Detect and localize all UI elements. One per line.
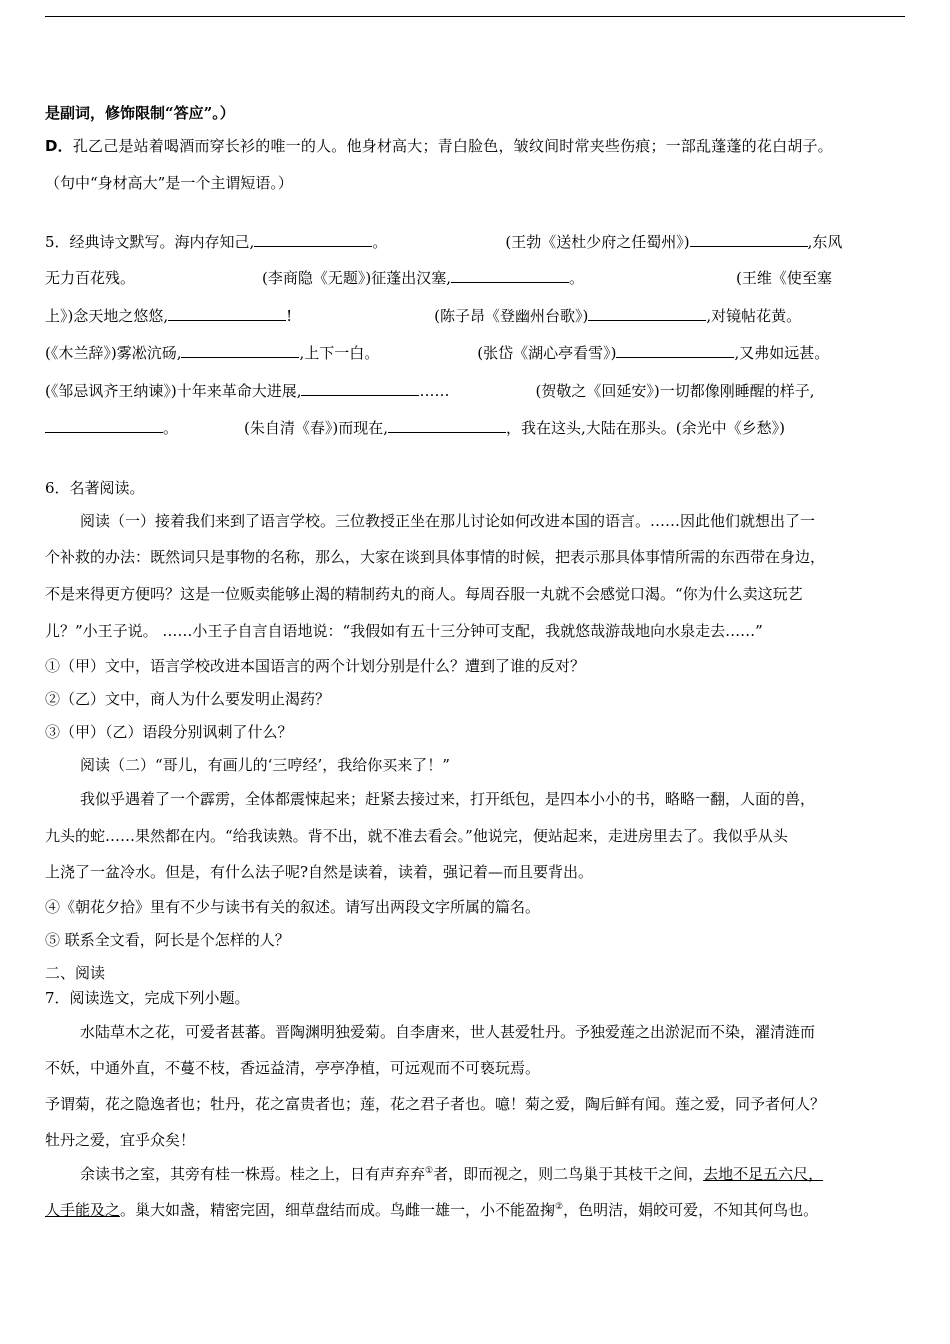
- paragraph-text: 儿？”小王子说。 ……小王子自言自语地说：“我假如有五十三分钟可支配，我就悠哉游哉地向水泉走去……”: [45, 622, 763, 640]
- passage-a-line: [45, 1094, 825, 1114]
- text: ，我在这头,大陆在那头。(余光中《乡愁》): [506, 419, 785, 437]
- reading-1-line: [45, 547, 825, 567]
- paragraph-text: 九头的蛇……果然都在内。“给我读熟。背不出，就不准去看会。”他说完，便站起来，走进房里去了。我似乎从头: [45, 827, 788, 845]
- paragraph-text: 上浇了一盆冷水。但是，有什么法子呢?自然是读着，读着，强记着—而且要背出。: [45, 863, 594, 881]
- passage-a-line: [45, 1130, 195, 1150]
- q7-title: [45, 988, 250, 1008]
- sub-question-2: [45, 689, 330, 709]
- sub-question-1: [45, 656, 585, 676]
- reading-2-line: [45, 826, 788, 846]
- paragraph-text: 个补救的办法：既然词只是事物的名称，那么，大家在谈到具体事情的时候，把表示那具体事情所需的东西带在身边，: [45, 548, 826, 566]
- text: ,上下一白。: [299, 344, 380, 362]
- text: 。: [372, 233, 388, 251]
- q5-line-6: [45, 418, 785, 438]
- option-d: [45, 136, 833, 156]
- question-title: 6．名著阅读。: [45, 479, 145, 497]
- text: ,对镜帖花黄。: [706, 307, 802, 325]
- reading-1-line: [45, 584, 803, 604]
- source: (贺敬之《回延安》)一切都像刚睡醒的样子,: [535, 382, 815, 400]
- paragraph-text: 余读书之室，其旁有桂一株焉。桂之上，日有声弃弃: [80, 1165, 426, 1183]
- q6-title: [45, 478, 145, 498]
- header-rule: [45, 16, 905, 17]
- note-text: 是副词，修饰限制“答应”。）: [45, 104, 235, 122]
- underlined-text: 人手能及之: [45, 1201, 121, 1219]
- option-d-label: D．: [45, 137, 73, 155]
- answer-blank[interactable]: [690, 232, 808, 247]
- text: (《木兰辞》)雾凇沆砀,: [45, 344, 182, 362]
- sub-question-4: [45, 897, 540, 917]
- sub-question-3: [45, 722, 293, 742]
- q5-line-3: [45, 306, 801, 326]
- paragraph-text: 不是来得更方便吗？这是一位贩卖能够止渴的精制药丸的商人。每周吞服一丸就不会感觉口渴。“你为什么卖这玩艺: [45, 585, 803, 603]
- heading-text: 二、阅读: [45, 964, 106, 982]
- question-text: ①（甲）文中，语言学校改进本国语言的两个计划分别是什么？遭到了谁的反对？: [45, 657, 586, 675]
- sub-question-5: [45, 930, 290, 950]
- q5-line-1: [45, 232, 842, 252]
- answer-blank[interactable]: [451, 268, 569, 283]
- answer-blank[interactable]: [168, 306, 286, 321]
- passage-a-line: [80, 1022, 815, 1042]
- underlined-text: 去地不足五六尺，: [703, 1165, 824, 1183]
- source: (朱自清《春》)而现在,: [244, 419, 388, 437]
- answer-blank[interactable]: [181, 343, 299, 358]
- paragraph-text: 予谓菊，花之隐逸者也；牡丹，花之富贵者也；莲，花之君子者也。噫！菊之爱，陶后鲜有闻。莲之爱，同予者何人？: [45, 1095, 826, 1113]
- text: ……: [419, 382, 450, 400]
- paragraph-text: 不妖，中通外直，不蔓不枝，香远益清，亭亭净植，可远观而不可亵玩焉。: [45, 1059, 541, 1077]
- reading-1-line: [45, 621, 763, 641]
- question-text: ②（乙）文中，商人为什么要发明止渴药？: [45, 690, 331, 708]
- text: ,东风: [807, 233, 843, 251]
- option-d-text: 孔乙己是站着喝酒而穿长衫的唯一的人。他身材高大；青白脸色，皱纹间时常夹些伤痕；一部乱蓬蓬的花白胡子。: [72, 137, 833, 155]
- paragraph-text: 。巢大如盏，精密完固，细草盘结而成。鸟雌一雄一，小不能盈掬: [120, 1201, 556, 1219]
- source: (张岱《湖心亭看雪》): [477, 344, 617, 362]
- question-text: ⑤ 联系全文看，阿长是个怎样的人？: [45, 931, 290, 949]
- passage-b-line: [80, 1164, 823, 1184]
- question-text: ④《朝花夕拾》里有不少与读书有关的叙述。请写出两段文字所属的篇名。: [45, 898, 541, 916]
- text: 。: [163, 419, 179, 437]
- answer-blank[interactable]: [301, 381, 419, 396]
- answer-blank[interactable]: [616, 343, 734, 358]
- q5-line-5: [45, 381, 814, 401]
- footnote-marker: ②: [555, 1202, 564, 1212]
- paragraph-text: 者，即而视之，则二鸟巢于其枝干之间，: [433, 1165, 704, 1183]
- reading-2-line: [80, 789, 815, 809]
- answer-blank[interactable]: [588, 306, 706, 321]
- paragraph-text: 牡丹之爱，宜乎众矣！: [45, 1131, 196, 1149]
- source: (王维《使至塞: [736, 269, 832, 287]
- footnote-marker: ①: [425, 1166, 434, 1176]
- paragraph-text: 阅读（二）“哥儿，有画儿的‘三哼经’，我给你买来了！”: [80, 756, 450, 774]
- previous-option-note: [45, 103, 235, 123]
- passage-a-line: [45, 1058, 540, 1078]
- text: 上》)念天地之悠悠,: [45, 307, 169, 325]
- answer-blank[interactable]: [45, 418, 163, 433]
- answer-blank[interactable]: [254, 232, 372, 247]
- q5-line-4: [45, 343, 829, 363]
- reading-2-line: [45, 862, 593, 882]
- text: !: [286, 307, 293, 325]
- q5-line-2: [45, 268, 832, 288]
- paragraph-text: 水陆草木之花，可爱者甚蕃。晋陶渊明独爱菊。自李唐来，世人甚爱牡丹。予独爱莲之出淤泥而不染，濯清涟而: [80, 1023, 816, 1041]
- paragraph-text: 我似乎遇着了一个霹雳，全体都震悚起来；赶紧去接过来，打开纸包，是四本小小的书，略略一翻，人面的兽，: [80, 790, 816, 808]
- question-text: ③（甲）（乙）语段分别讽刺了什么？: [45, 723, 293, 741]
- text: 。: [569, 269, 585, 287]
- answer-blank[interactable]: [388, 418, 506, 433]
- question-title: 7．阅读选文，完成下列小题。: [45, 989, 250, 1007]
- section-heading: [45, 963, 105, 983]
- text: 5．经典诗文默写。海内存知己,: [45, 233, 255, 251]
- paragraph-text: ，色明洁，娟皎可爱，不知其何鸟也。: [563, 1201, 819, 1219]
- option-d-note-text: （句中“身材高大”是一个主谓短语。）: [45, 174, 293, 192]
- text: (《邹忌讽齐王纳谏》)十年来革命大进展,: [45, 382, 302, 400]
- source: (李商隐《无题》)征蓬出汉塞,: [262, 269, 451, 287]
- paragraph-text: 阅读（一）接着我们来到了语言学校。三位教授正坐在那儿讨论如何改进本国的语言。……因此他们就想出了一: [80, 512, 816, 530]
- passage-b-line: [45, 1200, 818, 1220]
- source: (陈子昂《登幽州台歌》): [434, 307, 589, 325]
- source: (王勃《送杜少府之任蜀州》): [505, 233, 690, 251]
- option-d-note: [45, 173, 293, 193]
- reading-1-line: [80, 511, 815, 531]
- text: 无力百花残。: [45, 269, 136, 287]
- text: ,又弗如远甚。: [734, 344, 830, 362]
- reading-2-title: [80, 755, 450, 775]
